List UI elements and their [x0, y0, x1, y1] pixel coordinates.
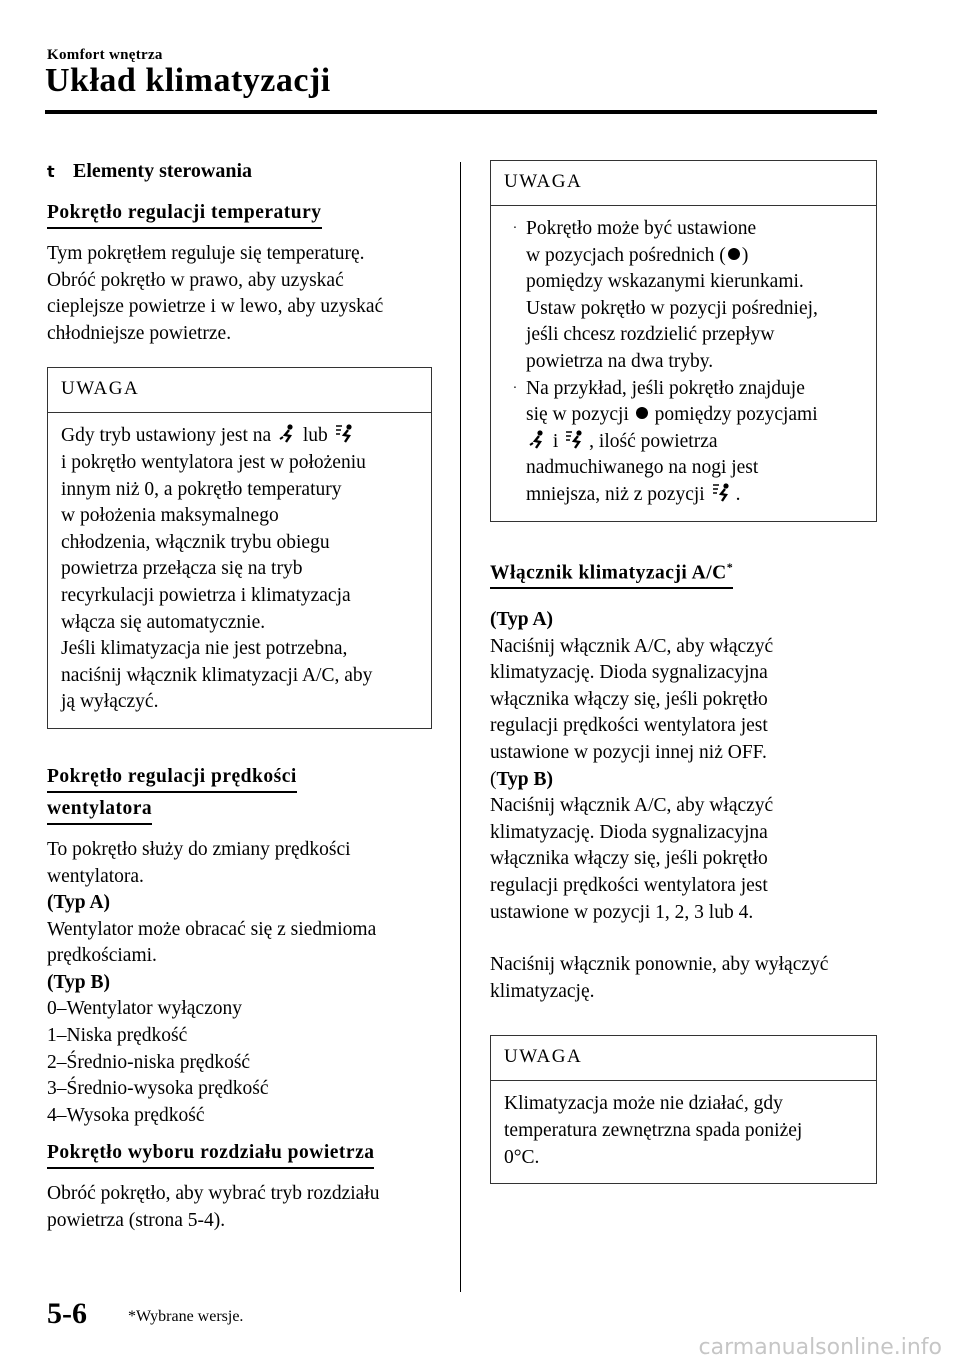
subsection-title: Elementy sterowania [73, 160, 253, 182]
air-distribution-description: Obróć pokrętło, aby wybrać tryb rozdziału powietrza (strona 5-4). [47, 1183, 380, 1232]
feet-defrost-mode-icon [712, 483, 734, 503]
note-bullet-item: · Pokrętło może być ustawione w pozycjach pośrednich ( ) pomiędzy wskazanymi kierunkami. Ustaw pokrętło w pozycji pośredniej, jeśli chcesz rozdzielić przepływ powietrza na dwa tryby. [512, 218, 818, 372]
left-column [47, 160, 432, 1235]
type-b-label: (Typ B) [490, 768, 554, 790]
fan-dial-heading-line1: Pokrętło regulacji prędkości [47, 763, 297, 793]
feet-defrost-mode-icon [565, 430, 587, 450]
note-box-outside-temp [490, 1035, 877, 1184]
note-body [491, 206, 876, 521]
type-a-label: (Typ A) [490, 609, 554, 631]
note-label: UWAGA [491, 1036, 876, 1081]
ac-switch-heading: Włącznik klimatyzacji A/C* [490, 554, 733, 590]
ac-switch-description: (Typ A) Naciśnij włącznik A/C, aby włączyć klimatyzację. Dioda sygnalizacyjna włącznika włączy się, jeśli pokrętło regulacji prędkości wentylatora jest ustawione w pozycji innej niż OFF. (Typ B) Naciśnij włącznik A/C, aby włączyć klimatyzację. Dioda sygnalizacyjna włącznika włączy się, jeśli pokrętło regulacji prędkości wentylatora jest ustawione w pozycji 1, 2, 3 lub 4. Naciśnij włącznik ponownie, aby wyłączyć klimatyzację. [490, 607, 877, 1005]
type-a-label: (Typ A) [47, 892, 111, 914]
page-number: 5-6 [47, 1297, 87, 1330]
temperature-description: Tym pokrętłem reguluje się temperaturę. Obróć pokrętło w prawo, aby uzyskać cieplejsze powietrze i w lewo, aby uzyskać chłodniejsze powietrze. [47, 243, 384, 344]
note-body: Gdy tryb ustawiony jest na lub i pokrętło wentylatora jest w położeniu innym niż 0, a pokrętło temperatury w położenia maksymalnego chłodzenia, włącznik trybu obiegu powietrza przełącza się na tryb recyrkulacji powietrza i klimatyzacja włącza się automatycznie. Jeśli klimatyzacja nie jest potrzebna, naciśnij włącznik klimatyzacji A/C, aby ją wyłączyć. [61, 425, 373, 713]
column-divider [460, 162, 461, 1292]
fan-description: To pokrętło służy do zmiany prędkości wentylatora. (Typ A) Wentylator może obracać się z siedmioma prędkościami. (Typ B) 0–Wentylator wyłączony 1–Niska prędkość 2–Średnio-niska prędkość 3–Średnio-wysoka prędkość 4–Wysoka prędkość [47, 837, 432, 1130]
title-rule [45, 110, 877, 114]
intermediate-position-dot-icon [728, 248, 740, 260]
note-label: UWAGA [491, 161, 876, 206]
temperature-dial-heading: Pokrętło regulacji temperatury [47, 199, 322, 229]
note-box-temperature [47, 367, 432, 729]
watermark: carmanualsonline.info [698, 1335, 942, 1360]
note-bullet-item: · Na przykład, jeśli pokrętło znajduje się w pozycji pomiędzy pozycjami i , ilość powietrza nadmuchiwanego na nogi jest mniejsza, niż z pozycji . [512, 377, 818, 505]
right-column [490, 160, 877, 1184]
note-label: UWAGA [48, 368, 431, 413]
air-distribution-heading: Pokrętło wyboru rozdziału powietrza [47, 1139, 374, 1169]
fan-dial-heading-line2: wentylatora [47, 795, 152, 825]
note-box-intermediate [490, 160, 877, 522]
feet-mode-icon [278, 424, 296, 444]
intermediate-position-dot-icon [636, 407, 648, 419]
note-body: Klimatyzacja może nie działać, gdy temperatura zewnętrzna spada poniżej 0°C. [504, 1093, 803, 1168]
page-title: Układ klimatyzacji [45, 62, 331, 99]
type-b-label: (Typ B) [47, 971, 111, 993]
subsection-heading [47, 160, 432, 183]
section-label: Komfort wnętrza [47, 47, 163, 63]
section-bullet-icon: t [47, 162, 55, 181]
footnote: *Wybrane wersje. [128, 1308, 244, 1325]
feet-mode-icon [528, 430, 546, 450]
feet-defrost-mode-icon [335, 424, 357, 444]
